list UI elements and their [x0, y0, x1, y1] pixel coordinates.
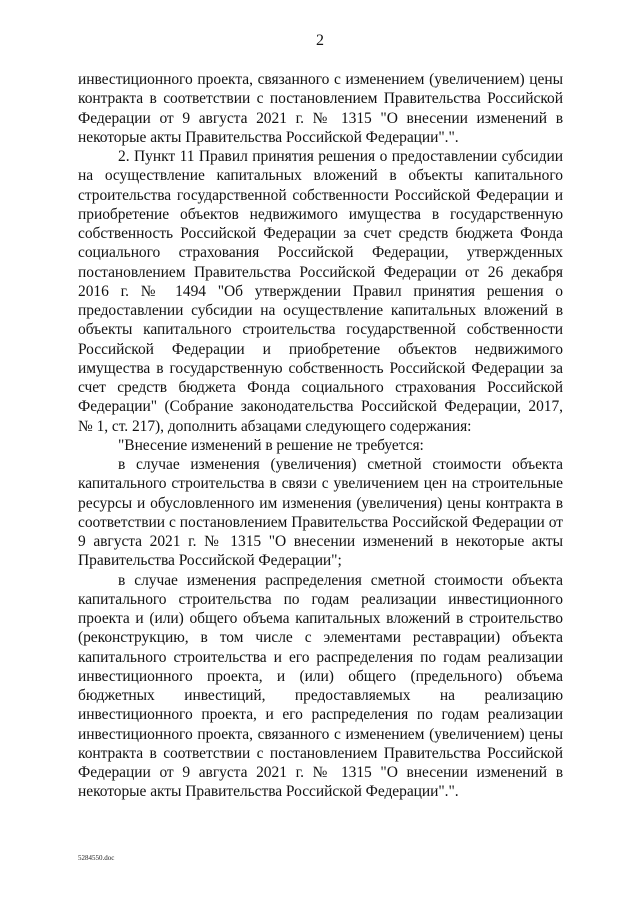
page-number: 2: [316, 32, 324, 49]
paragraph-item-2: 2. Пункт 11 Правил принятия решения о предоставлении субсидии на осуществление капитальных вложений в объекты капитального строительства государственной собственности Российской Федерации и приобретение объектов недвижимого имущества в государственную собственность Российской Федерации за счет средств бюджета Фонда социального страхования Российской Федерации, утвержденных постановлением Правительства Российской Федерации от 26 декабря 2016 г. № 1494 "Об утверждении Правил принятия решения о предоставлении субсидии на осуществление капитальных вложений в объекты капитального строительства государственной собственности Российской Федерации и приобретение объектов недвижимого имущества в государственную собственность Российской Федерации за счет средств бюджета Фонда социального страхования Российской Федерации" (Собрание законодательства Российской Федерации, 2017, № 1, ст. 217), дополнить абзацами следующего содержания:: [78, 148, 563, 435]
document-body: [78, 70, 563, 802]
document-file-code: 5284550.doc: [78, 854, 115, 862]
paragraph-continuation: инвестиционного проекта, связанного с изменением (увеличением) цены контракта в соответствии с постановлением Правительства Российской Федерации от 9 августа 2021 г. № 1315 "О внесении изменений в некоторые акты Правительства Российской Федерации".".: [78, 71, 563, 146]
paragraph-amendment-case-2: в случае изменения распределения сметной стоимости объекта капитального строительства по годам реализации инвестиционного проекта и (или) общего объема капитальных вложений в строительство (реконструкцию, в том числе с элементами реставрации) объекта капитального строительства и его распределения по годам реализации инвестиционного проекта, и (или) общего (предельного) объема бюджетных инвестиций, предоставляемых на реализацию инвестиционного проекта, и его распределения по годам реализации инвестиционного проекта, связанного с изменением (увеличением) цены контракта в соответствии с постановлением Правительства Российской Федерации от 9 августа 2021 г. № 1315 "О внесении изменений в некоторые акты Правительства Российской Федерации".".: [78, 571, 563, 801]
paragraph-amendment-case-1: в случае изменения (увеличения) сметной стоимости объекта капитального строительства в связи с увеличением цен на строительные ресурсы и обусловленного им изменения (увеличения) цены контракта в соответствии с постановлением Правительства Российской Федерации от 9 августа 2021 г. № 1315 "О внесении изменений в некоторые акты Правительства Российской Федерации";: [78, 456, 563, 570]
paragraph-amendment-intro: "Внесение изменений в решение не требуется:: [118, 436, 424, 454]
